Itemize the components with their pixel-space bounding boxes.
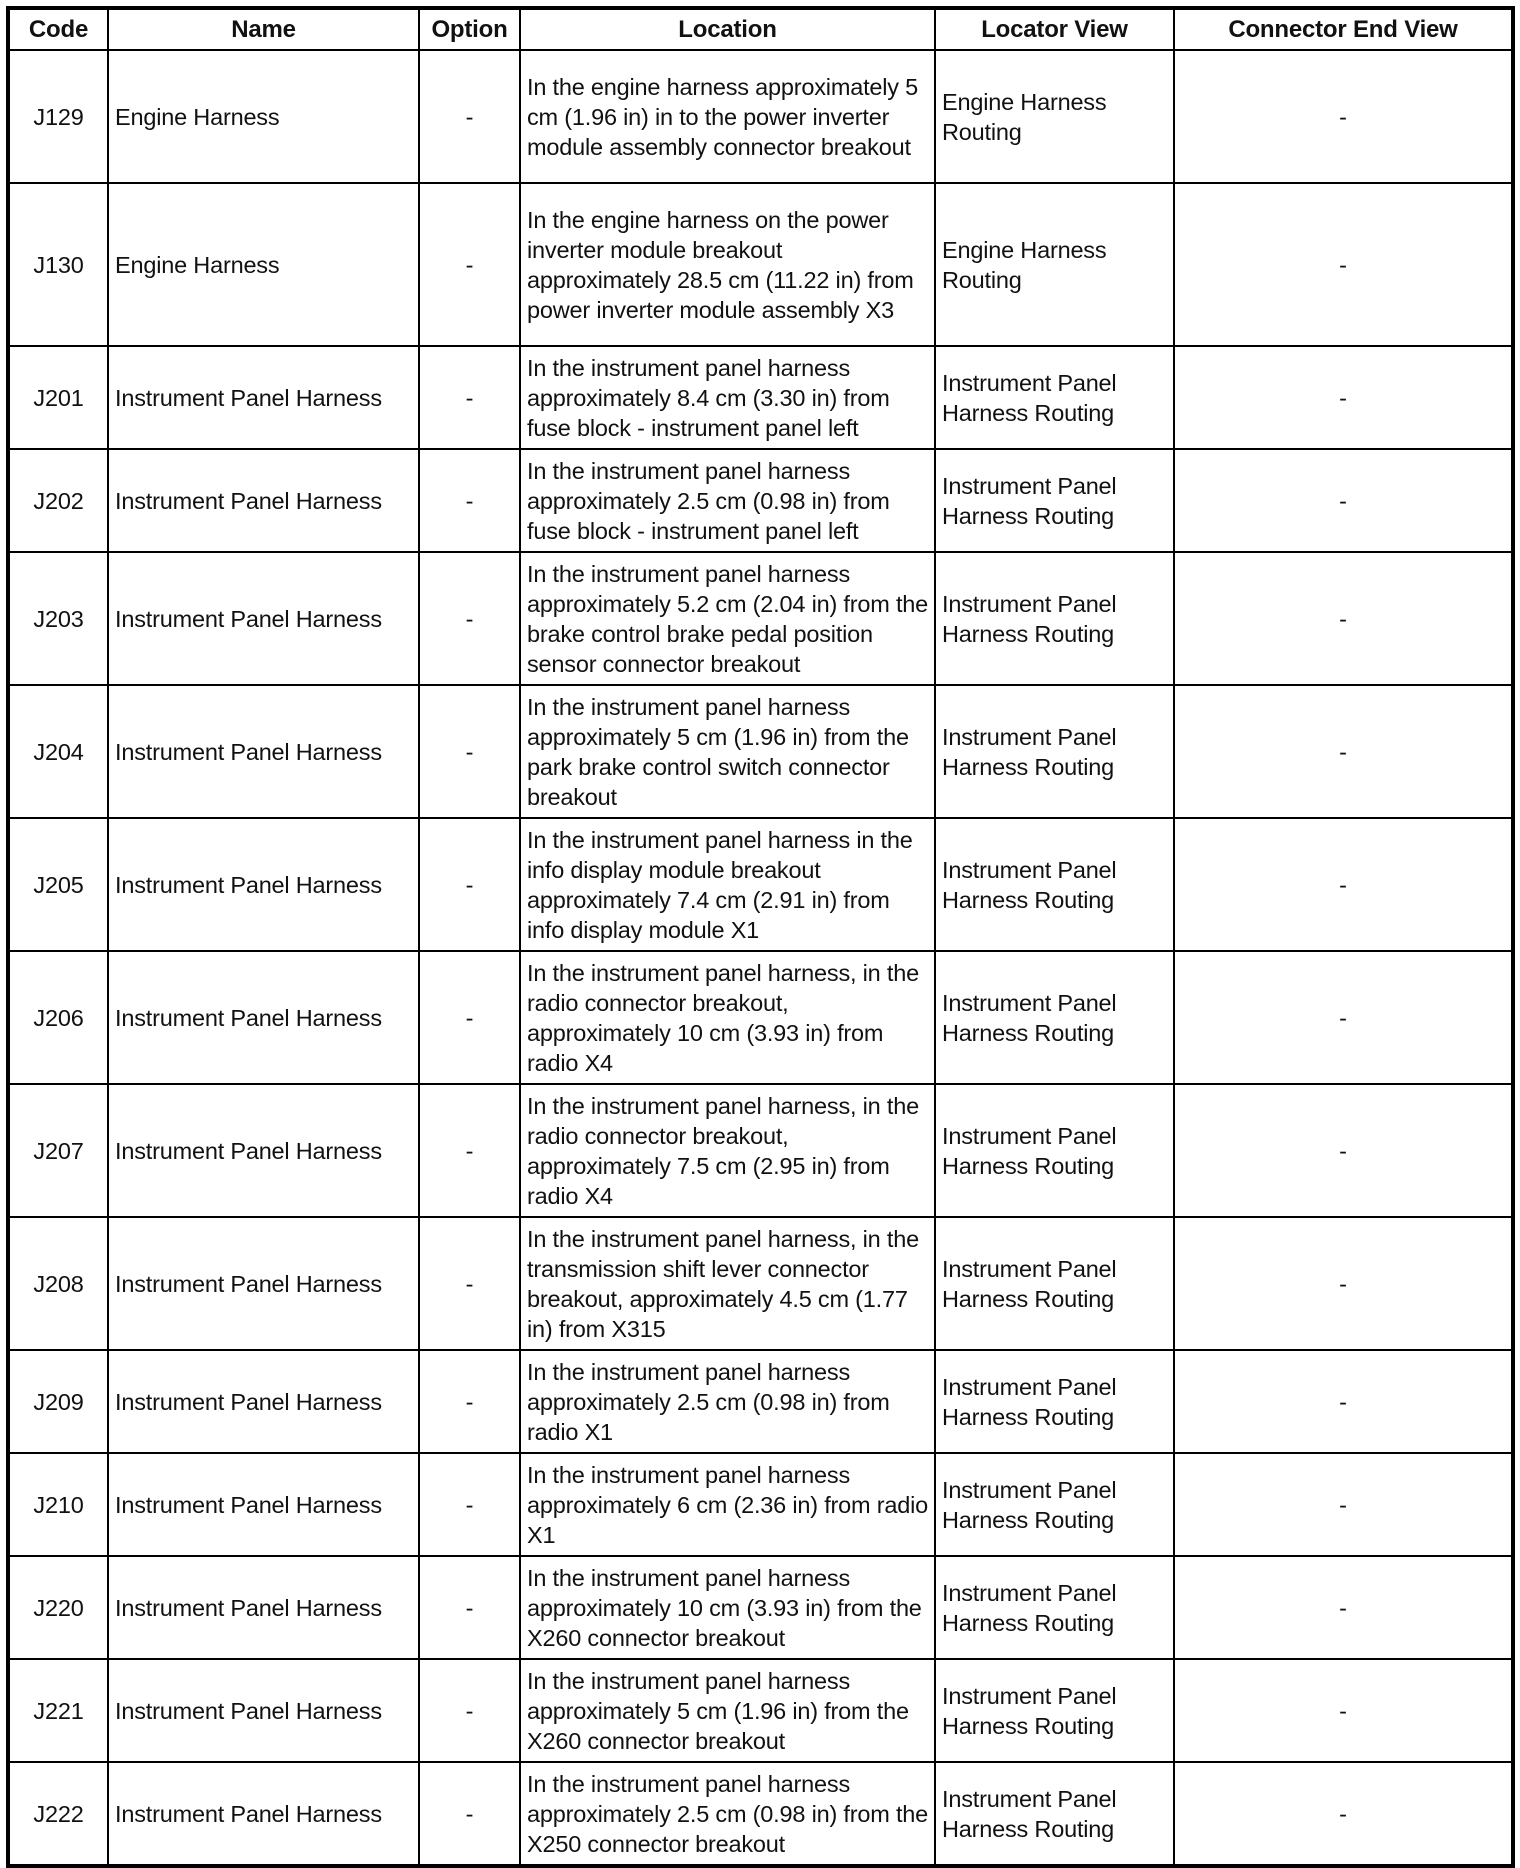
cell-option: - [419, 1453, 520, 1556]
cell-code: J221 [8, 1659, 108, 1762]
cell-code: J208 [8, 1217, 108, 1350]
cell-name: Engine Harness [108, 50, 419, 183]
cell-connector-end-view: - [1174, 346, 1513, 449]
cell-location: In the instrument panel harness approximately 2.5 cm (0.98 in) from radio X1 [520, 1350, 935, 1453]
cell-location: In the instrument panel harness, in the transmission shift lever connector breakout, approximately 4.5 cm (1.77 in) from X315 [520, 1217, 935, 1350]
cell-location: In the instrument panel harness approximately 2.5 cm (0.98 in) from the X250 connector breakout [520, 1762, 935, 1866]
cell-option: - [419, 449, 520, 552]
cell-connector-end-view: - [1174, 1556, 1513, 1659]
header-connector-end-view: Connector End View [1174, 8, 1513, 50]
cell-connector-end-view: - [1174, 1453, 1513, 1556]
cell-locator-view: Instrument Panel Harness Routing [935, 951, 1174, 1084]
cell-locator-view: Instrument Panel Harness Routing [935, 449, 1174, 552]
table-row [8, 1217, 1513, 1350]
header-option: Option [419, 8, 520, 50]
cell-option: - [419, 1762, 520, 1866]
cell-location: In the engine harness approximately 5 cm (1.96 in) in to the power inverter module assembly connector breakout [520, 50, 935, 183]
cell-connector-end-view: - [1174, 1659, 1513, 1762]
cell-code: J202 [8, 449, 108, 552]
header-code: Code [8, 8, 108, 50]
table-row [8, 1762, 1513, 1866]
cell-locator-view: Instrument Panel Harness Routing [935, 685, 1174, 818]
cell-option: - [419, 183, 520, 346]
cell-name: Instrument Panel Harness [108, 1453, 419, 1556]
cell-option: - [419, 685, 520, 818]
table-row [8, 1350, 1513, 1453]
cell-locator-view: Instrument Panel Harness Routing [935, 1084, 1174, 1217]
header-name: Name [108, 8, 419, 50]
cell-connector-end-view: - [1174, 50, 1513, 183]
cell-connector-end-view: - [1174, 685, 1513, 818]
cell-location: In the instrument panel harness approximately 8.4 cm (3.30 in) from fuse block - instrument panel left [520, 346, 935, 449]
cell-option: - [419, 552, 520, 685]
cell-connector-end-view: - [1174, 449, 1513, 552]
table-row [8, 346, 1513, 449]
table-row [8, 685, 1513, 818]
cell-code: J210 [8, 1453, 108, 1556]
cell-code: J129 [8, 50, 108, 183]
cell-name: Instrument Panel Harness [108, 1762, 419, 1866]
cell-locator-view: Instrument Panel Harness Routing [935, 346, 1174, 449]
cell-location: In the engine harness on the power inverter module breakout approximately 28.5 cm (11.22 in) from power inverter module assembly X3 [520, 183, 935, 346]
cell-name: Instrument Panel Harness [108, 1556, 419, 1659]
table-row [8, 1659, 1513, 1762]
cell-name: Instrument Panel Harness [108, 951, 419, 1084]
cell-name: Instrument Panel Harness [108, 552, 419, 685]
cell-connector-end-view: - [1174, 1762, 1513, 1866]
table-row [8, 1453, 1513, 1556]
cell-location: In the instrument panel harness approximately 2.5 cm (0.98 in) from fuse block - instrument panel left [520, 449, 935, 552]
cell-location: In the instrument panel harness approximately 5 cm (1.96 in) from the X260 connector breakout [520, 1659, 935, 1762]
cell-locator-view: Instrument Panel Harness Routing [935, 1453, 1174, 1556]
cell-option: - [419, 1350, 520, 1453]
table-row [8, 50, 1513, 183]
table-row [8, 552, 1513, 685]
cell-connector-end-view: - [1174, 951, 1513, 1084]
cell-name: Instrument Panel Harness [108, 1217, 419, 1350]
table-row [8, 183, 1513, 346]
header-locator-view: Locator View [935, 8, 1174, 50]
cell-locator-view: Engine Harness Routing [935, 50, 1174, 183]
cell-connector-end-view: - [1174, 1217, 1513, 1350]
cell-locator-view: Instrument Panel Harness Routing [935, 1217, 1174, 1350]
cell-option: - [419, 1084, 520, 1217]
cell-location: In the instrument panel harness, in the radio connector breakout, approximately 10 cm (3.93 in) from radio X4 [520, 951, 935, 1084]
cell-locator-view: Instrument Panel Harness Routing [935, 1350, 1174, 1453]
header-row [8, 8, 1513, 50]
cell-option: - [419, 346, 520, 449]
cell-option: - [419, 1217, 520, 1350]
cell-code: J222 [8, 1762, 108, 1866]
cell-location: In the instrument panel harness approximately 5 cm (1.96 in) from the park brake control switch connector breakout [520, 685, 935, 818]
cell-location: In the instrument panel harness, in the radio connector breakout, approximately 7.5 cm (2.95 in) from radio X4 [520, 1084, 935, 1217]
cell-name: Engine Harness [108, 183, 419, 346]
cell-locator-view: Instrument Panel Harness Routing [935, 1659, 1174, 1762]
cell-code: J201 [8, 346, 108, 449]
cell-connector-end-view: - [1174, 818, 1513, 951]
cell-location: In the instrument panel harness in the info display module breakout approximately 7.4 cm (2.91 in) from info display module X1 [520, 818, 935, 951]
cell-name: Instrument Panel Harness [108, 346, 419, 449]
cell-name: Instrument Panel Harness [108, 1659, 419, 1762]
table-row [8, 951, 1513, 1084]
cell-locator-view: Instrument Panel Harness Routing [935, 1556, 1174, 1659]
cell-locator-view: Instrument Panel Harness Routing [935, 818, 1174, 951]
cell-location: In the instrument panel harness approximately 6 cm (2.36 in) from radio X1 [520, 1453, 935, 1556]
cell-option: - [419, 951, 520, 1084]
cell-locator-view: Engine Harness Routing [935, 183, 1174, 346]
cell-code: J207 [8, 1084, 108, 1217]
cell-option: - [419, 1659, 520, 1762]
cell-name: Instrument Panel Harness [108, 1350, 419, 1453]
table-row [8, 449, 1513, 552]
table-row [8, 1556, 1513, 1659]
cell-code: J204 [8, 685, 108, 818]
splice-pack-table [6, 6, 1515, 1868]
cell-code: J130 [8, 183, 108, 346]
cell-name: Instrument Panel Harness [108, 1084, 419, 1217]
cell-connector-end-view: - [1174, 1084, 1513, 1217]
cell-code: J220 [8, 1556, 108, 1659]
cell-code: J205 [8, 818, 108, 951]
cell-code: J209 [8, 1350, 108, 1453]
cell-location: In the instrument panel harness approximately 5.2 cm (2.04 in) from the brake control brake pedal position sensor connector breakout [520, 552, 935, 685]
cell-code: J203 [8, 552, 108, 685]
cell-location: In the instrument panel harness approximately 10 cm (3.93 in) from the X260 connector breakout [520, 1556, 935, 1659]
cell-locator-view: Instrument Panel Harness Routing [935, 552, 1174, 685]
cell-name: Instrument Panel Harness [108, 818, 419, 951]
table-row [8, 1084, 1513, 1217]
cell-connector-end-view: - [1174, 552, 1513, 685]
cell-code: J206 [8, 951, 108, 1084]
cell-connector-end-view: - [1174, 183, 1513, 346]
cell-connector-end-view: - [1174, 1350, 1513, 1453]
cell-name: Instrument Panel Harness [108, 449, 419, 552]
cell-option: - [419, 50, 520, 183]
cell-option: - [419, 818, 520, 951]
table-row [8, 818, 1513, 951]
cell-locator-view: Instrument Panel Harness Routing [935, 1762, 1174, 1866]
cell-name: Instrument Panel Harness [108, 685, 419, 818]
cell-option: - [419, 1556, 520, 1659]
header-location: Location [520, 8, 935, 50]
